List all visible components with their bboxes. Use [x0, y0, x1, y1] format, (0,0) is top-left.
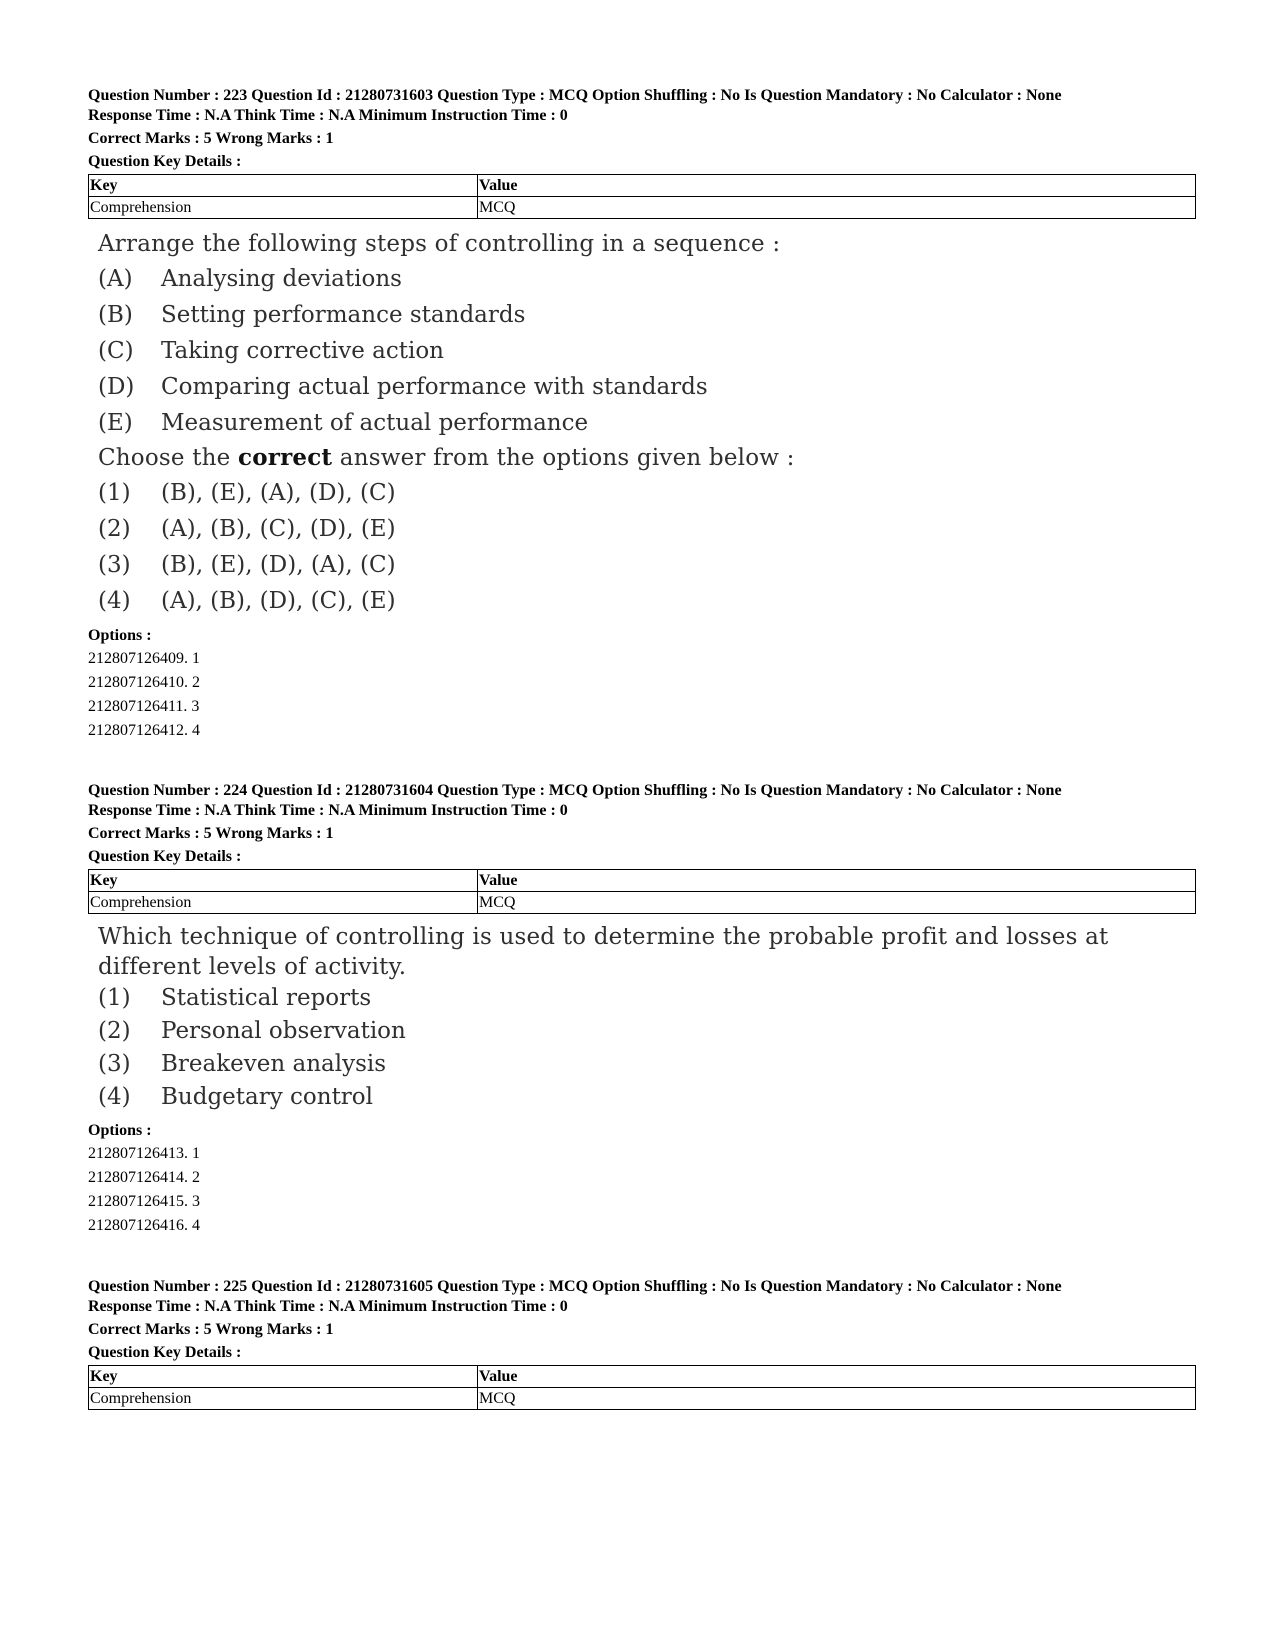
- answer-choice: [98, 547, 1196, 583]
- choice-label: (1): [98, 985, 131, 1011]
- step-label: (B): [98, 302, 133, 328]
- step-label: (A): [98, 266, 133, 292]
- step-item: [98, 297, 1196, 333]
- choice-text: Personal observation: [161, 1018, 406, 1044]
- answer-choice: [98, 1015, 1196, 1048]
- answer-choice: [98, 475, 1196, 511]
- answer-choice: [98, 511, 1196, 547]
- instruction-text-pre: Choose the: [98, 445, 239, 471]
- question-block-223: [88, 86, 1196, 743]
- key-cell: Comprehension: [89, 197, 478, 219]
- key-table-row: [89, 1388, 1196, 1410]
- option-id: 212807126410. 2: [88, 674, 200, 691]
- step-label: (C): [98, 338, 134, 364]
- option-id: 212807126409. 1: [88, 650, 200, 667]
- choice-text: (B), (E), (D), (A), (C): [161, 552, 396, 578]
- question-key-details-label: Question Key Details :: [88, 1344, 242, 1361]
- question-instruction: [98, 441, 1196, 475]
- question-stem: Which technique of controlling is used to determine the probable profit and losses at different levels of activity.: [98, 924, 1109, 980]
- key-header-cell: Key: [89, 870, 478, 892]
- option-id: 212807126411. 3: [88, 698, 200, 715]
- choice-label: (4): [98, 1084, 131, 1110]
- question-meta: [88, 86, 1196, 126]
- choice-label: (2): [98, 516, 131, 542]
- option-id: 212807126414. 2: [88, 1169, 200, 1186]
- choice-text: (A), (B), (D), (C), (E): [161, 588, 396, 614]
- key-table-row: [89, 197, 1196, 219]
- step-label: (E): [98, 410, 133, 436]
- step-label: (D): [98, 374, 135, 400]
- question-content: [88, 922, 1196, 1114]
- choice-label: (3): [98, 1051, 131, 1077]
- answer-choice: [98, 583, 1196, 619]
- choice-text: (A), (B), (C), (D), (E): [161, 516, 396, 542]
- choice-label: (1): [98, 480, 131, 506]
- question-meta: [88, 1277, 1196, 1317]
- question-meta-line-2: Response Time : N.A Think Time : N.A Minimum Instruction Time : 0: [88, 802, 568, 819]
- options-label: Options :: [88, 627, 152, 644]
- value-header-cell: Value: [478, 175, 1196, 197]
- question-stem: Arrange the following steps of controlling in a sequence :: [98, 231, 781, 257]
- choice-text: (B), (E), (A), (D), (C): [161, 480, 396, 506]
- option-id: 212807126413. 1: [88, 1145, 200, 1162]
- value-cell: MCQ: [478, 892, 1196, 914]
- choice-label: (3): [98, 552, 131, 578]
- step-text: Taking corrective action: [161, 338, 444, 364]
- choice-label: (4): [98, 588, 131, 614]
- key-table-row: [89, 892, 1196, 914]
- choice-text: Budgetary control: [161, 1084, 374, 1110]
- key-header-cell: Key: [89, 1366, 478, 1388]
- choice-text: Statistical reports: [161, 985, 372, 1011]
- step-item: [98, 369, 1196, 405]
- choice-text: Breakeven analysis: [161, 1051, 387, 1077]
- value-cell: MCQ: [478, 197, 1196, 219]
- key-table-header-row: [89, 870, 1196, 892]
- step-item: [98, 261, 1196, 297]
- option-id: 212807126415. 3: [88, 1193, 200, 1210]
- value-cell: MCQ: [478, 1388, 1196, 1410]
- question-marks: Correct Marks : 5 Wrong Marks : 1: [88, 130, 334, 147]
- value-header-cell: Value: [478, 870, 1196, 892]
- step-item: [98, 333, 1196, 369]
- options-label: Options :: [88, 1122, 152, 1139]
- question-key-table: [88, 869, 1196, 914]
- answer-choice: [98, 1081, 1196, 1114]
- question-key-table: [88, 1365, 1196, 1410]
- question-meta: [88, 781, 1196, 821]
- question-content: [88, 227, 1196, 619]
- choice-label: (2): [98, 1018, 131, 1044]
- question-meta-line-1: Question Number : 225 Question Id : 21280731605 Question Type : MCQ Option Shuffling : No Is Question Mandatory : No Calculator : None: [88, 1278, 1062, 1295]
- key-header-cell: Key: [89, 175, 478, 197]
- step-item: [98, 405, 1196, 441]
- question-meta-line-1: Question Number : 224 Question Id : 21280731604 Question Type : MCQ Option Shuffling : No Is Question Mandatory : No Calculator : None: [88, 782, 1062, 799]
- key-table-header-row: [89, 1366, 1196, 1388]
- question-marks: Correct Marks : 5 Wrong Marks : 1: [88, 825, 334, 842]
- step-text: Measurement of actual performance: [161, 410, 589, 436]
- value-header-cell: Value: [478, 1366, 1196, 1388]
- key-table-header-row: [89, 175, 1196, 197]
- question-meta-line-2: Response Time : N.A Think Time : N.A Minimum Instruction Time : 0: [88, 1298, 568, 1315]
- question-key-details-label: Question Key Details :: [88, 153, 242, 170]
- question-block-224: [88, 781, 1196, 1238]
- question-meta-line-2: Response Time : N.A Think Time : N.A Minimum Instruction Time : 0: [88, 107, 568, 124]
- question-meta-line-1: Question Number : 223 Question Id : 21280731603 Question Type : MCQ Option Shuffling : No Is Question Mandatory : No Calculator : None: [88, 87, 1062, 104]
- option-id: 212807126412. 4: [88, 722, 200, 739]
- key-cell: Comprehension: [89, 892, 478, 914]
- question-marks: Correct Marks : 5 Wrong Marks : 1: [88, 1321, 334, 1338]
- step-text: Comparing actual performance with standards: [161, 374, 708, 400]
- question-key-details-label: Question Key Details :: [88, 848, 242, 865]
- answer-choice: [98, 1048, 1196, 1081]
- key-cell: Comprehension: [89, 1388, 478, 1410]
- option-id: 212807126416. 4: [88, 1217, 200, 1234]
- step-text: Setting performance standards: [161, 302, 526, 328]
- question-key-table: [88, 174, 1196, 219]
- step-text: Analysing deviations: [161, 266, 402, 292]
- question-block-225: [88, 1277, 1196, 1410]
- answer-choice: [98, 982, 1196, 1015]
- instruction-text-post: answer from the options given below :: [332, 445, 795, 471]
- instruction-text-bold: correct: [238, 444, 333, 471]
